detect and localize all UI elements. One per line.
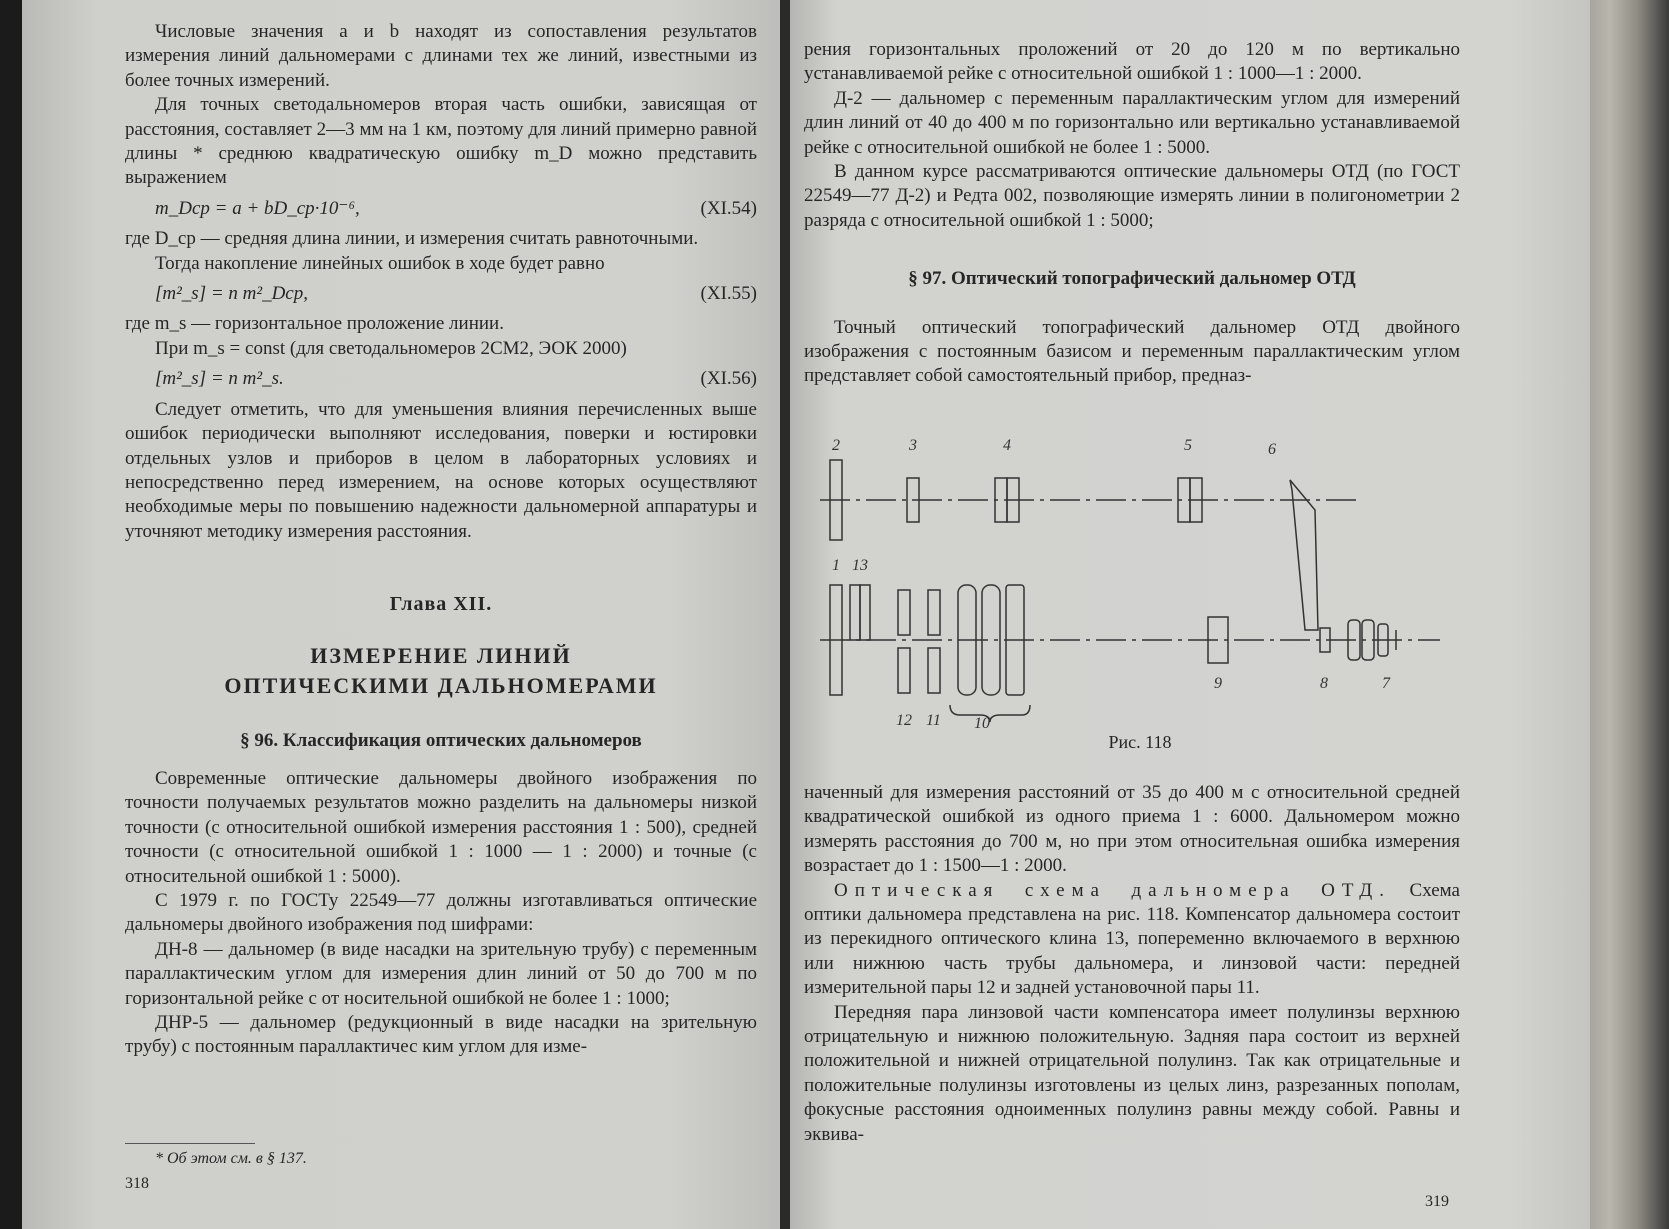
label-1: 1 [832, 557, 840, 574]
paragraph: Числовые значения a и b находят из сопоставления результатов измерения линий дальномерами с длинами тех же линий, известными из более точных измерений. [125, 21, 757, 91]
label-7: 7 [1382, 675, 1390, 692]
label-13: 13 [852, 557, 868, 574]
label-2: 2 [832, 437, 840, 454]
optical-scheme-drawing [800, 430, 1480, 730]
paragraph-text: Схема оптики дальномера представлена на рис. 118. Компенсатор дальномера состоит из перекидного оптического клина 13, попеременно включаемого в верхнюю или нижнюю часть трубы дальномера, и линзовой части: передней измерительной пары 12 и задней установочной пары 11. [804, 879, 1460, 999]
element-11-lower [928, 648, 940, 693]
label-10: 10 [974, 715, 990, 730]
paragraph: рения горизонтальных проложений от 20 до 120 м по вертикально устанавливаемой рейке с относительной ошибкой 1 : 1000—1 : 2000. [804, 39, 1460, 85]
paragraph: С 1979 г. по ГОСТу 22549—77 должны изготавливаться оптические дальномеры двойного изображения под шифрами: [125, 889, 757, 936]
formula-text: [m²_s] = n m²_s. [155, 368, 284, 390]
equation-number: (XI.56) [700, 368, 757, 390]
element-13a [850, 585, 860, 640]
paragraph: При m_s = const (для светодальномеров 2СМ2, ЭОК 2000) [155, 337, 627, 359]
element-12-upper [898, 590, 910, 635]
section-heading: § 96. Классификация оптических дальномеров [240, 729, 642, 751]
label-8: 8 [1320, 675, 1328, 692]
label-11: 11 [926, 712, 941, 729]
formula-xi54 [125, 191, 757, 227]
label-9: 9 [1214, 675, 1222, 692]
element-6-prism [1290, 480, 1318, 630]
page-number: 319 [1425, 1193, 1449, 1210]
paragraph: наченный для измерения расстояний от 35 до 400 м с относительной средней квадратической ошибкой из одного приема 1 : 6000. Дальномером можно измерять расстояния до 700 м, но при этом относительная ошибка измерения возрастает до 1 : 1500—1 : 2000. [804, 781, 1460, 877]
page-number: 318 [125, 1175, 149, 1192]
formula-text: m_Dср = a + bD_ср·10⁻⁶, [155, 197, 360, 219]
paragraph: Передняя пара линзовой части компенсатора имеет полулинзы верхнюю отрицательную и нижнюю положительную. Задняя пара состоит из верхней положительной и нижней отрицательной полулинз. Так как отрицательные и положительные полулинзы изготовлены из целых линз, разрезанных пополам, фокусные расстояния одноименных полулинз равны между собой. Равны и эквива- [804, 1001, 1460, 1145]
run-in-heading: Оптическая схема дальномера ОТД. [834, 879, 1391, 901]
label-12: 12 [896, 712, 912, 729]
paragraph: где m_s — горизонтальное проложение линии. [125, 313, 504, 335]
label-5: 5 [1184, 437, 1192, 454]
element-11-upper [928, 590, 940, 635]
label-6: 6 [1268, 441, 1276, 458]
chapter-label: Глава XII. [389, 593, 493, 616]
label-3: 3 [909, 437, 917, 454]
paragraph [804, 879, 1460, 1001]
element-13b [860, 585, 870, 640]
footnote-rule [125, 1143, 255, 1144]
paragraph: ДН-8 — дальномер (в виде насадки на зрительную трубу) с переменным параллактическим углом для измерения длин линий от 50 до 700 м по горизонтальной рейке с от носительной ошибкой не более 1 : 1000; [125, 938, 757, 1009]
equation-number: (XI.54) [700, 197, 757, 219]
paragraph: Следует отметить, что для уменьшения влияния перечисленных выше ошибок периодически выполняют исследования, поверки и юстировки отдельных узлов и приборов в целом в лабораторных условиях и непосредственно перед измерением, на основе которых осуществляют необходимые меры по повышению надежности дальномерной аппаратуры и уточняют методику измерения расстояния. [125, 398, 757, 542]
left-text-column [125, 20, 757, 1060]
chapter-title [125, 641, 757, 701]
paragraph: где D_ср — средняя длина линии, и измерения считать равноточными. [125, 228, 699, 250]
optical-scheme-figure [800, 430, 1480, 760]
section-heading: § 97. Оптический топографический дальномер ОТД [908, 268, 1356, 290]
equation-number: (XI.55) [700, 283, 757, 305]
paragraph: Тогда накопление линейных ошибок в ходе будет равно [155, 252, 605, 274]
label-4: 4 [1003, 437, 1011, 454]
formula-text: [m²_s] = n m²_Dср, [155, 283, 308, 305]
chapter-title-line: ОПТИЧЕСКИМИ ДАЛЬНОМЕРАМИ [224, 672, 658, 698]
paragraph: Д-2 — дальномер с переменным параллактическим углом для измерений длин линий от 40 до 400 м по горизонтально или вертикально устанавливаемой рейке с относительной ошибкой не более 1 : 5000. [804, 87, 1460, 158]
paragraph: ДНР-5 — дальномер (редукционный в виде насадки на зрительную трубу) с постоянным параллактичес ким углом для изме- [125, 1012, 757, 1058]
brace-10 [950, 705, 1030, 722]
paragraph: Точный оптический топографический дальномер ОТД двойного изображения с постоянным базисом и переменным параллактическим углом представляет собой самостоятельный прибор, предназ- [804, 316, 1460, 387]
formula-xi55 [125, 276, 757, 312]
paragraph: Современные оптические дальномеры двойного изображения по точности получаемых результатов можно разделить на дальномеры низкой точности (с относительной ошибкой измерения расстояния 1 : 500), средней точности (с относительной ошибкой 1 : 1000 — 1 : 2000) и точные (с относительной ошибкой 1 : 5000). [125, 767, 757, 887]
chapter-title-line: ИЗМЕРЕНИЕ ЛИНИЙ [310, 642, 572, 668]
formula-xi56 [125, 361, 757, 397]
page-edges [1590, 0, 1669, 1229]
paragraph: Для точных светодальномеров вторая часть ошибки, зависящая от расстояния, составляет 2—3 мм на 1 км, поэтому для линий примерно равной длины * среднюю квадратическую ошибку m_D можно представить выражением [125, 94, 757, 189]
element-12-lower [898, 648, 910, 693]
paragraph: В данном курсе рассматриваются оптические дальномеры ОТД (по ГОСТ 22549—77 Д-2) и Редта 002, позволяющие измерять линии в полигонометрии 2 разряда с относительной ошибкой 1 : 5000; [804, 161, 1460, 231]
footnote: * Об этом см. в § 137. [155, 1150, 307, 1167]
figure-caption: Рис. 118 [1108, 732, 1172, 752]
